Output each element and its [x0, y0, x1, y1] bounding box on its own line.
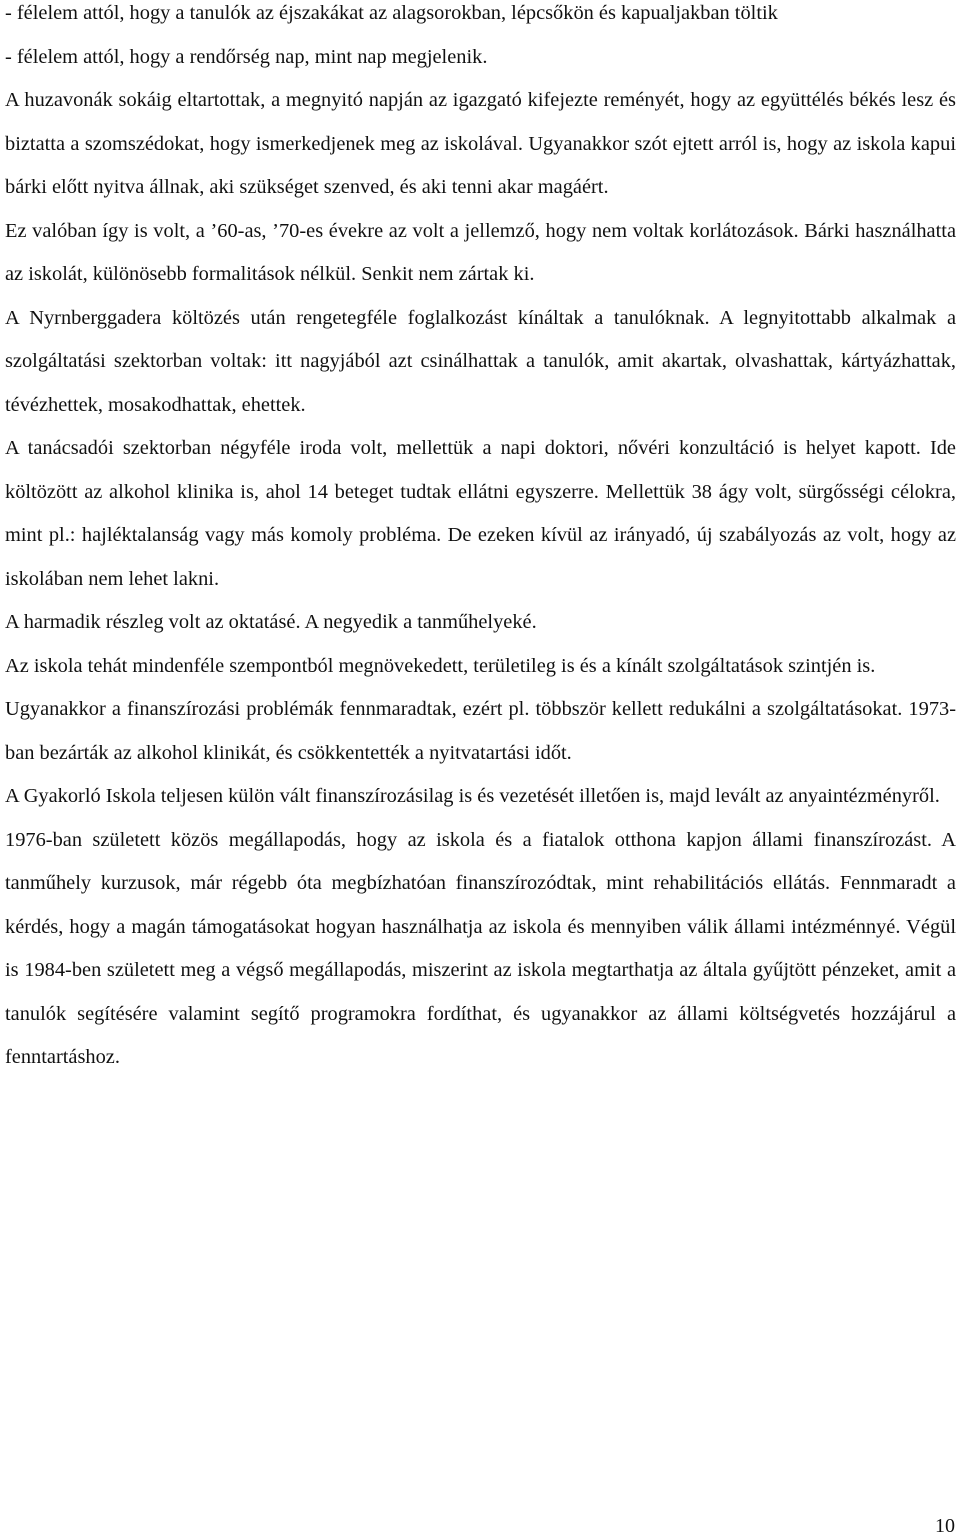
paragraph-funding-problems: Ugyanakkor a finanszírozási problémák fennmaradtak, ezért pl. többször kellett redukálni a szolgáltatásokat. 1973-ban bezárták az alkohol klinikát, és csökkentették a nyitvatartási időt. — [5, 698, 956, 764]
paragraph-state-funding: 1976-ban született közös megállapodás, hogy az iskola és a fiatalok otthona kapjon állami finanszírozást. A tanműhely kurzusok, már régebb óta megbízhatóan finanszírozódtak, mint rehabilitációs ellátás. Fennmaradt a kérdés, hogy a magán támogatásokat hogyan használhatja az iskola és mennyiben válik állami intézménnyé. Végül is 1984-ben született meg a végső megállapodás, miszerint az iskola megtarthatja az általa gyűjtött pénzeket, amit a tanulók segítésére valamint segítő programokra fordíthat, és ugyanakkor az állami költségvetés hozzájárul a fenntartáshoz. — [5, 828, 956, 1068]
paragraph-fear-night: - félelem attól, hogy a tanulók az éjszakákat az alagsorokban, lépcsőkön és kapualjakban töltik — [5, 2, 778, 24]
paragraph-opening-day: A huzavonák sokáig eltartottak, a megnyitó napján az igazgató kifejezte reményét, hogy az együttélés békés lesz és biztatta a szomszédokat, hogy ismerkedjenek meg az iskolával. Ugyanakkor szót ejtett arról is, hogy az iskola kapui bárki előtt nyitva állnak, aki szükséget szenved, és aki tenni akar magáért. — [5, 89, 956, 198]
paragraph-activities: A Nyrnberggadera költözés után rengetegféle foglalkozást kínáltak a tanulóknak. A legnyitottabb alkalmak a szolgáltatási szektorban voltak: itt nagyjából azt csinálhattak a tanulók, amit akartak, olvashattak, kártyázhattak, tévézhettek, mosakodhattak, ehettek. — [5, 306, 956, 416]
paragraph-practice-school: A Gyakorló Iskola teljesen külön vált finanszírozásilag is és vezetését illetően is, majd levált az anyaintézményről. — [5, 785, 940, 807]
paragraph-school-growth: Az iskola tehát mindenféle szempontból megnövekedett, területileg is és a kínált szolgáltatások szintjén is. — [5, 654, 876, 677]
page-number: 10 — [935, 1515, 955, 1537]
paragraph-no-restrictions: Ez valóban így is volt, a ’60-as, ’70-es évekre az volt a jellemző, hogy nem voltak korlátozások. Bárki használhatta az iskolát, különösebb formalitások nélkül. Senkit nem zártak ki. — [5, 219, 956, 285]
paragraph-counseling-sector: A tanácsadói szektorban négyféle iroda volt, mellettük a napi doktori, nővéri konzultáció is helyet kapott. Ide költözött az alkohol klinika is, ahol 14 beteget tudtak ellátni egyszerre. Mellettük 38 ágy volt, sürgősségi célokra, mint pl.: hajléktalanság vagy más komoly probléma. De ezeken kívül az irányadó, új szabályozás az volt, hogy az iskolában nem lehet lakni. — [5, 437, 956, 590]
document-page — [5, 0, 956, 1080]
paragraph-fear-police: - félelem attól, hogy a rendőrség nap, mint nap megjelenik. — [5, 45, 488, 68]
paragraph-education-workshops: A harmadik részleg volt az oktatásé. A negyedik a tanműhelyeké. — [5, 611, 537, 633]
